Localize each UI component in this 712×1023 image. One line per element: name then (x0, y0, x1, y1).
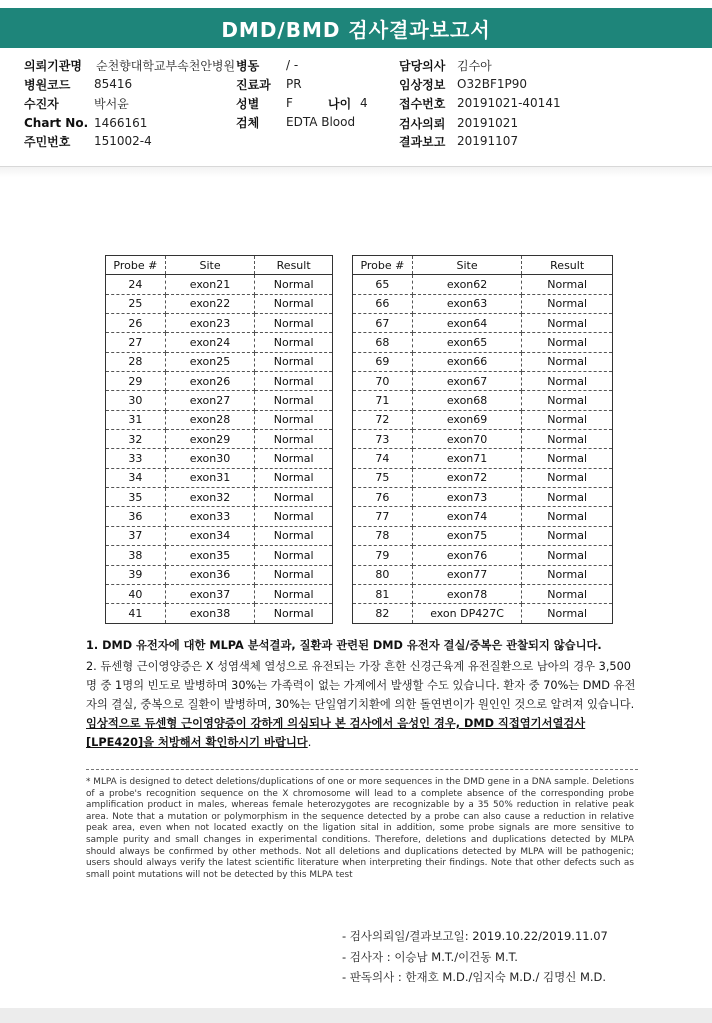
probe-cell: 76 (353, 488, 413, 507)
table-row (106, 468, 333, 487)
probe-cell: 27 (106, 333, 166, 352)
result-cell: Normal (255, 372, 333, 391)
table-row (353, 507, 613, 526)
site-cell: exon23 (165, 314, 255, 333)
table-row (106, 604, 333, 623)
result-cell: Normal (522, 314, 613, 333)
col-header-probe: Probe # (106, 256, 166, 275)
probe-cell: 31 (106, 410, 166, 429)
table-row (106, 565, 333, 584)
mlpa-footnote: * MLPA is designed to detect deletions/duplications of one or more sequences in the DMD gene in a DNA sample. Deletions of a probe's recognition sequence on the X chromosome will lead to a complete absence of the corresponding probe amplification product in males, whereas female heterozygotes are recognizable by a 35 50% reduction in relative peak area. Note that a mutation or polymorphism in the sequence detected by a probe can also cause a reduction in relative peak area, even when not located exactly on the ligation sital in addition, some probe signals are more sensitive to sample purity and small changes in experimental conditions. Therefore, deletions and duplications detected by MLPA should always be confirmed by other methods. Not all deletions and duplications detected by MLPA will be pathogenic; users should always verify the latest scientific literature when interpreting their findings. Note that other defects such as small point mutations will not be detected by this MLPA test (86, 777, 634, 880)
result-cell: Normal (522, 391, 613, 410)
result-cell: Normal (255, 546, 333, 565)
site-cell: exon69 (412, 410, 522, 429)
site-cell: exon77 (412, 565, 522, 584)
site-cell: exon26 (165, 372, 255, 391)
site-cell: exon25 (165, 352, 255, 371)
table-row (106, 275, 333, 294)
probe-cell: 82 (353, 604, 413, 623)
result-cell: Normal (255, 430, 333, 449)
table-row (106, 526, 333, 545)
result-cell: Normal (522, 294, 613, 313)
site-cell: exon62 (412, 275, 522, 294)
result-cell: Normal (522, 410, 613, 429)
table-row (353, 410, 613, 429)
result-cell: Normal (522, 507, 613, 526)
info-age: 나이 4 (328, 96, 368, 111)
site-cell: exon73 (412, 488, 522, 507)
col-header-site: Site (165, 256, 255, 275)
info-resident-no: 주민번호 151002-4 (24, 134, 152, 149)
probe-cell: 28 (106, 352, 166, 371)
table-row (353, 546, 613, 565)
result-cell: Normal (255, 275, 333, 294)
probe-cell: 30 (106, 391, 166, 410)
result-cell: Normal (255, 449, 333, 468)
table-row (106, 546, 333, 565)
result-cell: Normal (255, 314, 333, 333)
site-cell: exon66 (412, 352, 522, 371)
table-row (353, 391, 613, 410)
table-row (106, 372, 333, 391)
site-cell: exon64 (412, 314, 522, 333)
info-divider-shadow (0, 167, 712, 177)
site-cell: exon31 (165, 468, 255, 487)
site-cell: exon65 (412, 333, 522, 352)
table-row (353, 565, 613, 584)
info-ward: 병동 / - (236, 58, 299, 73)
table-row (353, 468, 613, 487)
info-department: 진료과 PR (236, 77, 302, 92)
table-row (353, 333, 613, 352)
info-patient-name: 수진자 박서윤 (24, 96, 129, 111)
table-row (353, 294, 613, 313)
site-cell: exon67 (412, 372, 522, 391)
site-cell: exon74 (412, 507, 522, 526)
sign-reviewer: - 판독의사 : 한재호 M.D./임지숙 M.D./ 김명신 M.D. (342, 970, 607, 984)
table-row (106, 584, 333, 603)
info-clinical-info: 임상정보 O32BF1P90 (399, 77, 527, 92)
table-row (106, 352, 333, 371)
note-2-text: 2. 듀센형 근이영양증은 X 성염색체 열성으로 유전되는 가장 흔한 신경근육계 유전질환으로 남아의 경우 3,500명 중 1명의 빈도로 발병하며 30%는 가족력이 없는 가계에서 발생할 수도 있습니다. 환자 중 70%는 DMD 유전자의 결실, 중복으로 질환이 발병하며, 30%는 단일염기치환에 의한 돌연변이가 원인인 것으로 알려져 있습니다. (86, 660, 636, 711)
info-report-date: 결과보고 20191107 (399, 134, 519, 149)
info-chart-no: Chart No. 1466161 (24, 116, 148, 130)
site-cell: exon38 (165, 604, 255, 623)
site-cell: exon63 (412, 294, 522, 313)
table-row (106, 314, 333, 333)
probe-table-right (352, 255, 613, 624)
probe-cell: 41 (106, 604, 166, 623)
result-cell: Normal (522, 430, 613, 449)
probe-cell: 26 (106, 314, 166, 333)
result-cell: Normal (522, 275, 613, 294)
site-cell: exon75 (412, 526, 522, 545)
patient-info-section (0, 52, 712, 166)
table-row (106, 507, 333, 526)
site-cell: exon76 (412, 546, 522, 565)
info-request-date: 검사의뢰 20191021 (399, 116, 519, 131)
result-cell: Normal (255, 507, 333, 526)
table-row (353, 584, 613, 603)
result-cell: Normal (255, 565, 333, 584)
result-cell: Normal (522, 449, 613, 468)
note-2 (86, 657, 638, 752)
sign-tester: - 검사자 : 이승남 M.T./이건동 M.T. (342, 950, 518, 964)
col-header-result: Result (255, 256, 333, 275)
table-row (353, 430, 613, 449)
table-row (353, 314, 613, 333)
result-cell: Normal (522, 584, 613, 603)
table-row (106, 410, 333, 429)
info-doctor: 담당의사 김수아 (399, 58, 492, 73)
table-row (353, 526, 613, 545)
sign-dates: - 검사의뢰일/결과보고일: 2019.10.22/2019.11.07 (342, 929, 608, 943)
site-cell: exon35 (165, 546, 255, 565)
note-2-emphasis: 임상적으로 듀센형 근이영양증이 강하게 의심되나 본 검사에서 음성인 경우, DMD 직접염기서열검사 [LPE420]을 처방해서 확인하시기 바랍니다 (86, 717, 586, 749)
probe-cell: 73 (353, 430, 413, 449)
probe-cell: 34 (106, 468, 166, 487)
note-1: 1. DMD 유전자에 대한 MLPA 분석결과, 질환과 관련된 DMD 유전자 결실/중복은 관찰되지 않습니다. (86, 639, 602, 652)
table-row (353, 275, 613, 294)
result-cell: Normal (255, 333, 333, 352)
site-cell: exon27 (165, 391, 255, 410)
site-cell: exon33 (165, 507, 255, 526)
probe-cell: 74 (353, 449, 413, 468)
page-bottom-band (0, 1008, 712, 1023)
table-row (106, 449, 333, 468)
probe-cell: 70 (353, 372, 413, 391)
result-cell: Normal (255, 526, 333, 545)
result-cell: Normal (522, 352, 613, 371)
probe-cell: 79 (353, 546, 413, 565)
probe-cell: 38 (106, 546, 166, 565)
site-cell: exon22 (165, 294, 255, 313)
probe-cell: 67 (353, 314, 413, 333)
probe-cell: 78 (353, 526, 413, 545)
site-cell: exon70 (412, 430, 522, 449)
table-row (353, 372, 613, 391)
probe-cell: 68 (353, 333, 413, 352)
col-header-result: Result (522, 256, 613, 275)
col-header-site: Site (412, 256, 522, 275)
result-cell: Normal (273, 606, 314, 620)
site-cell: exon72 (412, 468, 522, 487)
probe-cell: 36 (106, 507, 166, 526)
info-hospital-code: 병원코드 85416 (24, 77, 133, 92)
probe-cell: 33 (106, 449, 166, 468)
col-header-probe: Probe # (353, 256, 413, 275)
probe-cell: 80 (353, 565, 413, 584)
result-cell: Normal (522, 333, 613, 352)
probe-cell: 71 (353, 391, 413, 410)
site-cell: exon28 (165, 410, 255, 429)
result-cell: Normal (522, 546, 613, 565)
probe-cell: 72 (353, 410, 413, 429)
table-row (106, 488, 333, 507)
site-cell: exon71 (412, 449, 522, 468)
info-requesting-institution: 의뢰기관명 순천향대학교부속천안병원 (24, 58, 236, 73)
probe-cell: 65 (353, 275, 413, 294)
table-row (353, 488, 613, 507)
result-cell: Normal (255, 391, 333, 410)
report-title-bar (0, 8, 712, 48)
probe-cell: 77 (353, 507, 413, 526)
result-cell: Normal (255, 352, 333, 371)
info-specimen: 검체 EDTA Blood (236, 115, 356, 130)
site-cell: exon37 (165, 584, 255, 603)
site-cell: exon78 (412, 584, 522, 603)
result-cell: Normal (522, 526, 613, 545)
result-cell: Normal (522, 468, 613, 487)
table-row (106, 333, 333, 352)
result-cell: Normal (255, 468, 333, 487)
result-cell: Normal (522, 372, 613, 391)
site-cell: exon68 (412, 391, 522, 410)
probe-cell: 81 (353, 584, 413, 603)
probe-cell: 75 (353, 468, 413, 487)
probe-cell: 66 (353, 294, 413, 313)
site-cell: exon29 (165, 430, 255, 449)
footnote-separator (86, 769, 638, 770)
note-2-end: . (307, 736, 312, 749)
probe-cell: 39 (106, 565, 166, 584)
probe-cell: 35 (106, 488, 166, 507)
probe-cell: 24 (106, 275, 166, 294)
site-cell: exon34 (165, 526, 255, 545)
probe-cell: 29 (106, 372, 166, 391)
table-row (353, 352, 613, 371)
site-cell: exon DP427C (412, 604, 522, 623)
table-row (106, 430, 333, 449)
info-sex: 성별 F (236, 96, 293, 111)
info-accession-no: 접수번호 20191021-40141 (399, 96, 561, 111)
probe-cell: 69 (353, 352, 413, 371)
result-cell: Normal (255, 294, 333, 313)
result-cell: Normal (255, 584, 333, 603)
site-cell: exon21 (165, 275, 255, 294)
report-title: DMD/BMD 검사결과보고서 (221, 17, 491, 42)
result-cell: Normal (255, 488, 333, 507)
probe-cell: 37 (106, 526, 166, 545)
result-cell: Normal (522, 488, 613, 507)
site-cell: exon32 (165, 488, 255, 507)
result-notes (86, 636, 638, 754)
site-cell: exon24 (165, 333, 255, 352)
result-cell: Normal (522, 565, 613, 584)
site-cell: exon30 (165, 449, 255, 468)
probe-cell: 32 (106, 430, 166, 449)
table-row (106, 391, 333, 410)
result-cell: Normal (547, 606, 588, 620)
probe-cell: 40 (106, 584, 166, 603)
result-cell: Normal (255, 410, 333, 429)
probe-table-left (105, 255, 333, 624)
table-row (106, 294, 333, 313)
table-row (353, 449, 613, 468)
probe-cell: 25 (106, 294, 166, 313)
table-row (353, 604, 613, 623)
site-cell: exon36 (165, 565, 255, 584)
